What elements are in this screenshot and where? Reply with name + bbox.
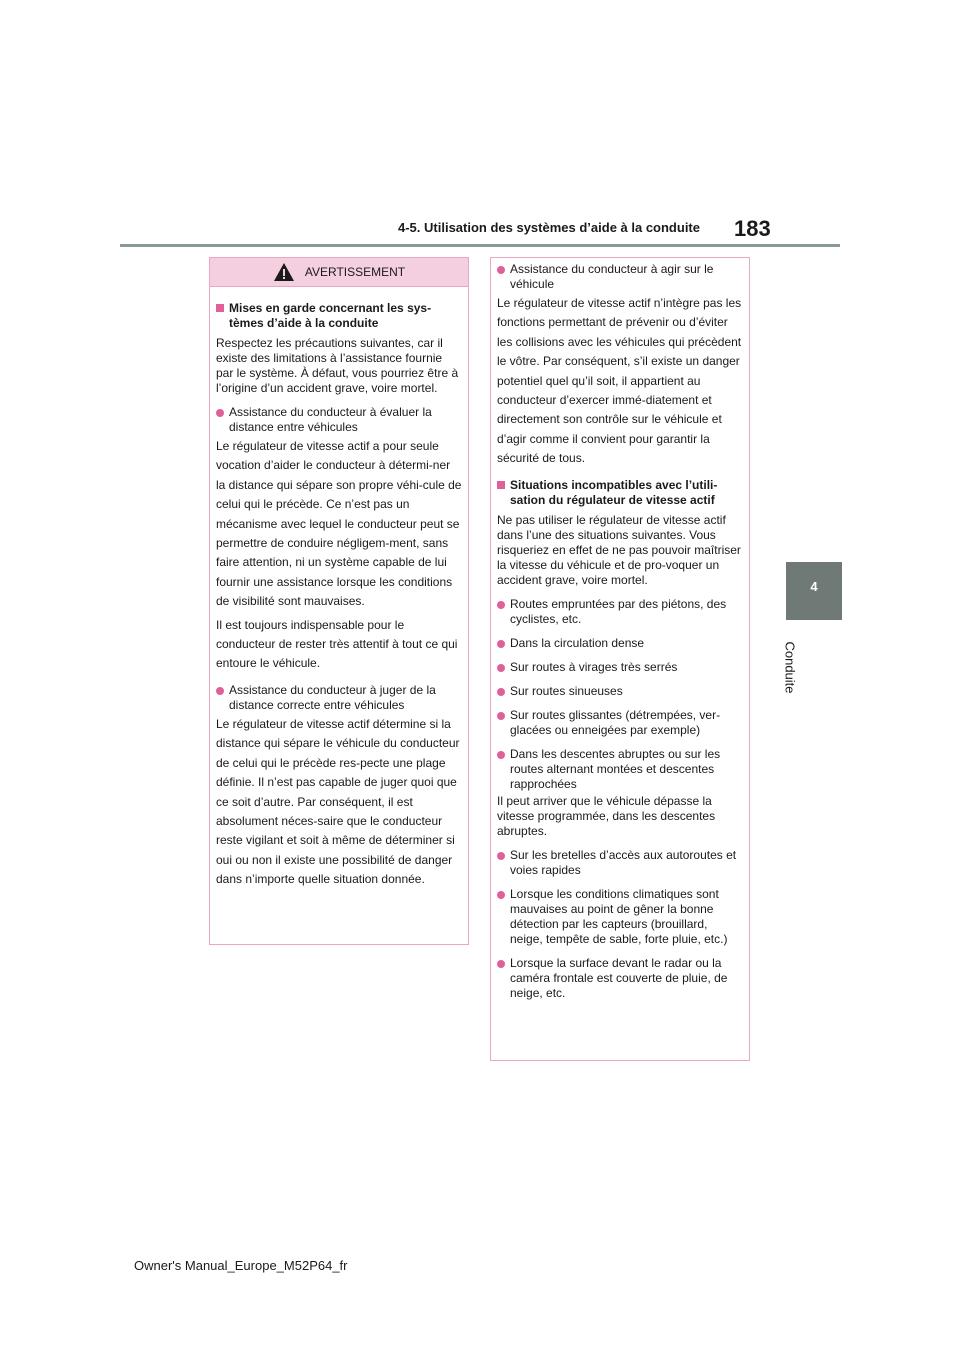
item-title: Dans les descentes abruptes ou sur les routes alternant montées et descentes rapprochées [510,746,721,791]
item-title: Assistance du conducteur à évaluer la distance entre véhicules [229,405,432,434]
list-item [497,956,743,1001]
dot-bullet-icon [497,852,505,860]
item-title: Lorsque la surface devant le radar ou la caméra frontale est couverte de pluie, de neige, etc. [510,955,728,1000]
chapter-label: Conduite [782,641,798,694]
item-title: Dans la circulation dense [510,635,645,650]
item-text: Le régulateur de vitesse actif détermine si la distance qui sépare le véhicule du conducteur de celui qui le précède res-pecte une plage définie. Il n’est pas capable de juger quoi que ce soit d’autre. Par conséquent, il est absolument néces-saire que le conducteur reste vigilant et soit à même de déterminer si oui ou non il existe une possibilité de danger dans n’importe quelle situation donnée. [216,716,460,887]
list-item [497,708,743,738]
warning-header [210,258,468,287]
dot-bullet-icon [216,409,224,417]
header-rule [120,244,840,247]
list-item [497,887,743,947]
item-text: Le régulateur de vitesse actif a pour seule vocation d’aider le conducteur à détermi-ner la distance qui sépare son propre véhi-cule de celui qui le précède. Ce n’est pas un mécanisme avec lequel le conducteur peut se permettre de conduire négligem-ment, sans faire attention, ni un système capable de lui fournir une assistance lorsque les conditions de visibilité sont mauvaises. [216,439,462,609]
item-text: Le régulateur de vitesse actif n’intègre pas les fonctions permettant de prévenir ou d’éviter les collisions avec les véhicules qui précèdent le vôtre. Par conséquent, s’il existe un danger potentiel quel qu’il soit, il appartient au conducteur d’exercer immé-diatement et directement son contrôle sur le véhicule et d’agir comme il convient pour garantir la sécurité de tous. [497,296,742,466]
item-title: Sur routes sinueuses [510,683,623,698]
dot-bullet-icon [497,601,505,609]
section-title: 4-5. Utilisation des systèmes d’aide à la conduite [398,220,700,235]
dot-bullet-icon [497,960,505,968]
warning-icon [273,262,295,282]
list-item [497,262,743,292]
item-title: Sur routes à virages très serrés [510,659,678,674]
chapter-tab: 4 [786,562,842,620]
item-title: Sur routes glissantes (détrempées, ver-glacées ou enneigées par exemple) [510,707,721,737]
warning-box-left [209,257,469,945]
square-bullet-icon [497,481,505,489]
warning-label: AVERTISSEMENT [304,265,406,279]
list-item [497,660,743,675]
list-item [216,405,462,435]
dot-bullet-icon [497,688,505,696]
list-item [497,848,743,878]
intro-text: Ne pas utiliser le régulateur de vitesse actif dans l’une des situations suivantes. Vous risqueriez en effet de ne pas pouvoir maîtriser la vitesse du véhicule et de pro-voquer un accident grave, voire mortel. [497,512,741,587]
note-text: Il peut arriver que le véhicule dépasse la vitesse programmée, dans les descentes abruptes. [497,793,716,838]
list-item [497,636,743,651]
list-item [497,597,743,627]
page-number: 183 [734,216,771,241]
item-text: Il est toujours indispensable pour le conducteur de rester très attentif à tout ce qui entoure le véhicule. [216,617,458,671]
list-item [497,747,743,792]
dot-bullet-icon [497,640,505,648]
square-bullet-icon [216,304,224,312]
dot-bullet-icon [497,712,505,720]
heading-text: Situations incompatibles avec l’utili-sation du régulateur de vitesse actif [510,477,718,507]
intro-text: Respectez les précautions suivantes, car il existe des limitations à l’assistance fournie par le système. À défaut, vous pourriez être à l’origine d’un accident grave, voire mortel. [216,336,459,395]
dot-bullet-icon [497,664,505,672]
dot-bullet-icon [497,266,505,274]
item-title: Sur les bretelles d’accès aux autoroutes et voies rapides [510,847,737,877]
item-title: Assistance du conducteur à juger de la distance correcte entre véhicules [229,682,436,712]
warning-box-right [490,257,750,1061]
document-footer: Owner's Manual_Europe_M52P64_fr [134,1258,348,1273]
dot-bullet-icon [497,891,505,899]
list-item [216,683,462,713]
list-item [497,684,743,699]
item-title: Routes empruntées par des piétons, des cyclistes, etc. [510,596,727,626]
dot-bullet-icon [216,687,224,695]
section-heading [216,301,462,331]
item-title: Lorsque les conditions climatiques sont mauvaises au point de gêner la bonne détection par les capteurs (brouillard, neige, tempête de sable, forte pluie, etc.) [510,886,728,946]
dot-bullet-icon [497,751,505,759]
item-title: Assistance du conducteur à agir sur le véhicule [510,262,714,291]
section-heading [497,478,743,508]
heading-text: Mises en garde concernant les sys-tèmes d’aide à la conduite [229,301,432,330]
